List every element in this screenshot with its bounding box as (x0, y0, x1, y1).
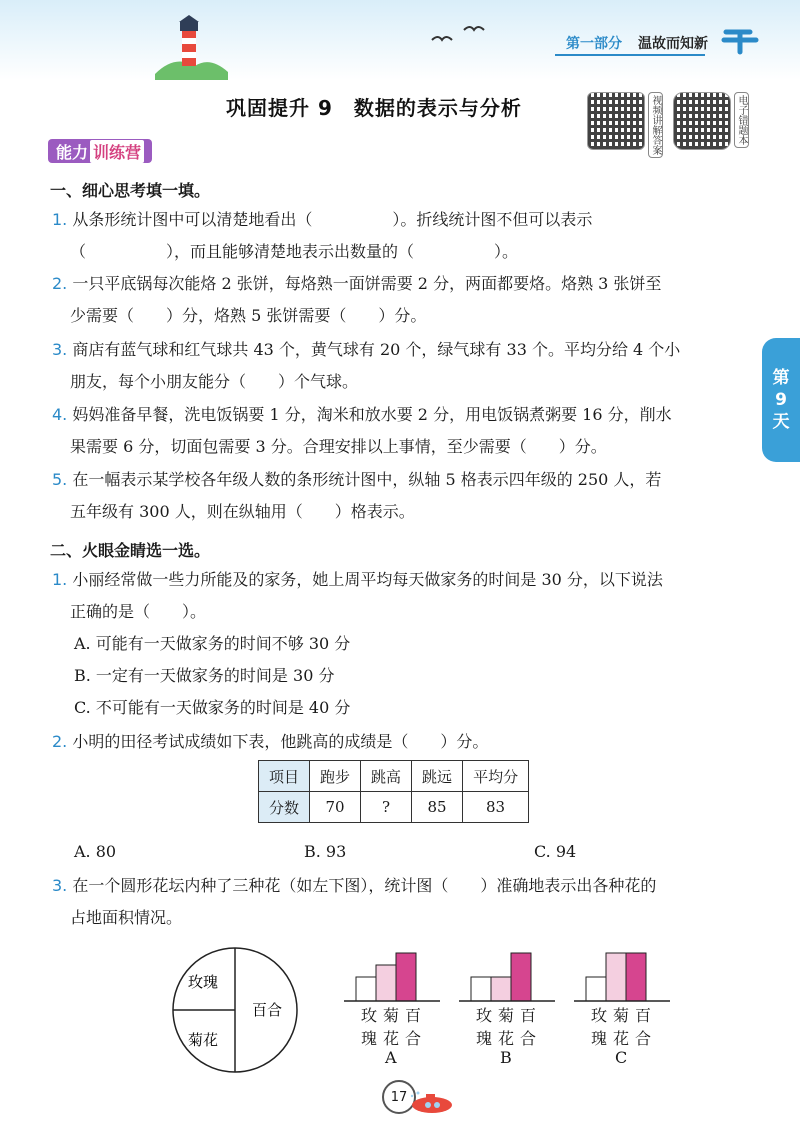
tick-label: 花 (613, 1029, 636, 1048)
tick-label: 玫 (591, 1006, 614, 1025)
bar-chart-a (342, 945, 442, 1011)
day-tab-char: 天 (772, 412, 790, 432)
flower-pie-chart (170, 945, 300, 1075)
table-cell: 平均分 (463, 761, 529, 792)
question-number: 3. (52, 340, 68, 359)
bar (606, 953, 626, 1001)
table-cell: ? (361, 792, 412, 823)
option-a[interactable]: A. 可能有一天做家务的时间不够 30 分 (74, 634, 351, 653)
section-label: 第一部分 (566, 36, 622, 52)
tick-label: 玫 (361, 1006, 384, 1025)
option-a[interactable]: A (385, 1048, 397, 1067)
option-c[interactable]: C. 94 (534, 842, 577, 861)
lightning-icon (720, 18, 760, 58)
question-text: 五年级有 300 人，则在纵轴用（ ）格表示。 (70, 502, 415, 521)
section-name: 温故而知新 (638, 36, 708, 52)
option-c[interactable]: C (615, 1048, 628, 1067)
table-row (259, 792, 529, 823)
bar-chart-b (457, 945, 557, 1011)
birds-icon (430, 22, 490, 46)
question-text: 小明的田径考试成绩如下表，他跳高的成绩是（ ）分。 (72, 732, 489, 751)
pie-label-chrysanthemum: 菊花 (187, 1031, 219, 1049)
lighthouse-icon (150, 14, 230, 80)
question-text: 小丽经常做一些力所能及的家务，她上周平均每天做家务的时间是 30 分，以下说法 (72, 570, 663, 589)
tick-label: 合 (520, 1029, 543, 1048)
tick-label: 百 (405, 1006, 428, 1025)
option-b[interactable]: B. 93 (304, 842, 347, 861)
submarine-icon (406, 1090, 456, 1114)
bar-chart-c (572, 945, 672, 1011)
option-b[interactable]: B. 一定有一天做家务的时间是 30 分 (74, 666, 335, 685)
pie-label-lily: 百合 (251, 1001, 283, 1019)
question-number: 5. (52, 470, 68, 489)
question-text: （ ），而且能够清楚地表示出数量的（ ）。 (70, 242, 519, 261)
question-number: 2. (52, 732, 68, 751)
table-cell: 85 (412, 792, 463, 823)
day-tab (762, 338, 800, 462)
bar (376, 965, 396, 1001)
qr-code-icon[interactable] (587, 92, 645, 150)
page-title: 巩固提升 9 数据的表示与分析 (226, 96, 522, 120)
bar-labels (361, 1003, 427, 1049)
day-tab-char: 第 (772, 368, 790, 388)
table-cell: 70 (310, 792, 361, 823)
bar (491, 977, 511, 1001)
page-number: 17 (382, 1080, 416, 1114)
tick-label: 合 (405, 1029, 428, 1048)
table-cell: 跳高 (361, 761, 412, 792)
option-b[interactable]: B (500, 1048, 512, 1067)
table-cell: 分数 (259, 792, 310, 823)
question-text: 在一幅表示某学校各年级人数的条形统计图中，纵轴 5 格表示四年级的 250 人，若 (72, 470, 662, 489)
question-text: 商店有蓝气球和红气球共 43 个，黄气球有 20 个，绿气球有 33 个。平均分给 4 个小 (72, 340, 681, 359)
badge-part2: 训练营 (90, 140, 144, 163)
question-text: 少需要（ ）分，烙熟 5 张饼需要（ ）分。 (70, 306, 427, 325)
bar (471, 977, 491, 1001)
header-rule (555, 54, 705, 56)
tick-label: 百 (520, 1006, 543, 1025)
ability-badge (48, 139, 152, 163)
question-number: 1. (52, 570, 68, 589)
tick-label: 合 (635, 1029, 658, 1048)
bar-labels (476, 1003, 542, 1049)
option-c[interactable]: C. 不可能有一天做家务的时间是 40 分 (74, 698, 351, 717)
question-number: 1. (52, 210, 68, 229)
qr-video-tag: 视频讲解答案 (648, 92, 663, 158)
tick-label: 玫 (476, 1006, 499, 1025)
question-text: 一只平底锅每次能烙 2 张饼，每烙熟一面饼需要 2 分，两面都要烙。烙熟 3 张饼至 (72, 274, 662, 293)
question-text: 占地面积情况。 (70, 908, 183, 927)
table-cell: 项目 (259, 761, 310, 792)
bar (511, 953, 531, 1001)
table-cell: 83 (463, 792, 529, 823)
badge-part1: 能力 (56, 142, 89, 162)
section-heading: 二、火眼金睛选一选。 (50, 541, 211, 560)
question-text: 朋友，每个小朋友能分（ ）个气球。 (70, 372, 359, 391)
tick-label: 菊 (383, 1006, 406, 1025)
question-text: 果需要 6 分，切面包需要 3 分。合理安排以上事情，至少需要（ ）分。 (70, 437, 607, 456)
pie-label-rose: 玫瑰 (187, 973, 219, 991)
bar (626, 953, 646, 1001)
day-tab-char: 9 (775, 390, 787, 410)
tick-label: 花 (383, 1029, 406, 1048)
option-a[interactable]: A. 80 (74, 842, 117, 861)
bar (356, 977, 376, 1001)
table-cell: 跳远 (412, 761, 463, 792)
question-text: 从条形统计图中可以清楚地看出（ ）。折线统计图不但可以表示 (72, 210, 593, 229)
qr-error-book-tag: 电子错题本 (734, 92, 749, 148)
question-number: 4. (52, 405, 68, 424)
tick-label: 瑰 (476, 1029, 499, 1048)
section-heading: 一、细心思考填一填。 (50, 181, 211, 200)
table-cell: 跑步 (310, 761, 361, 792)
bar (396, 953, 416, 1001)
qr-code-icon[interactable] (673, 92, 731, 150)
question-text: 妈妈准备早餐，洗电饭锅要 1 分，淘米和放水要 2 分，用电饭锅煮粥要 16 分，削水 (72, 405, 672, 424)
tick-label: 菊 (613, 1006, 636, 1025)
tick-label: 百 (635, 1006, 658, 1025)
tick-label: 瑰 (591, 1029, 614, 1048)
question-text: 在一个圆形花坛内种了三种花（如左下图），统计图（ ）准确地表示出各种花的 (72, 876, 657, 895)
question-number: 3. (52, 876, 68, 895)
table-row (259, 761, 529, 792)
bar (586, 977, 606, 1001)
question-number: 2. (52, 274, 68, 293)
tick-label: 瑰 (361, 1029, 384, 1048)
tick-label: 花 (498, 1029, 521, 1048)
bar-labels (591, 1003, 657, 1049)
tick-label: 菊 (498, 1006, 521, 1025)
question-text: 正确的是（ ）。 (70, 602, 207, 621)
score-table (258, 760, 529, 823)
